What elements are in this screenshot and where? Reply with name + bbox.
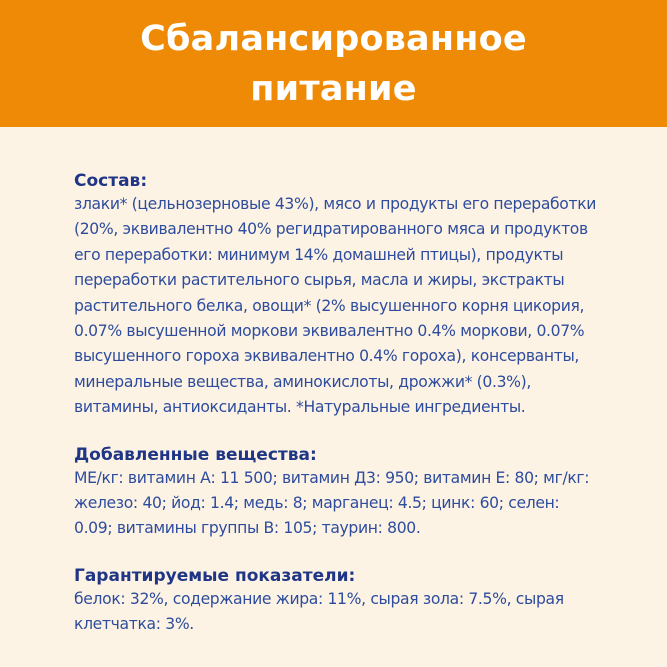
section-guaranteed-analysis xyxy=(74,565,634,638)
text-line: витамины, антиоксиданты. *Натуральные ингредиенты. xyxy=(74,398,526,417)
text-line: растительного белка, овощи* (2% высушенного корня цикория, xyxy=(74,296,585,315)
section-body xyxy=(74,192,634,421)
text-line: МЕ/кг: витамин А: 11 500; витамин Д3: 950; витамин Е: 80; мг/кг: xyxy=(74,468,590,487)
title-line-2: питание xyxy=(250,68,417,109)
text-line: клетчатка: 3%. xyxy=(74,615,194,634)
title-line-1: Сбалансированное xyxy=(140,18,527,59)
section-body xyxy=(74,466,634,542)
content-area xyxy=(74,170,634,661)
text-line: железо: 40; йод: 1.4; медь: 8; марганец: 4.5; цинк: 60; селен: xyxy=(74,494,560,513)
text-line: (20%, эквивалентно 40% регидратированного мяса и продуктов xyxy=(74,220,588,239)
text-line: 0.09; витамины группы В: 105; таурин: 800. xyxy=(74,519,421,538)
section-composition xyxy=(74,170,634,421)
text-line: минеральные вещества, аминокислоты, дрожжи* (0.3%), xyxy=(74,372,531,391)
section-title: Состав: xyxy=(74,171,148,191)
text-line: переработки растительного сырья, масла и жиры, экстракты xyxy=(74,271,565,290)
text-line: злаки* (цельнозерновые 43%), мясо и продукты его переработки xyxy=(74,195,597,213)
text-line: белок: 32%, содержание жира: 11%, сырая зола: 7.5%, сырая xyxy=(74,589,564,608)
section-title: Добавленные вещества: xyxy=(74,444,317,465)
text-line: его переработки: минимум 14% домашней птицы), продукты xyxy=(74,245,564,264)
section-body xyxy=(74,587,634,638)
title-banner xyxy=(0,0,667,127)
text-line: высушенного гороха эквивалентно 0.4% гороха), консерванты, xyxy=(74,347,580,366)
section-title: Гарантируемые показатели: xyxy=(74,565,356,586)
section-additives xyxy=(74,444,634,542)
text-line: 0.07% высушенной моркови эквивалентно 0.4% моркови, 0.07% xyxy=(74,322,585,341)
